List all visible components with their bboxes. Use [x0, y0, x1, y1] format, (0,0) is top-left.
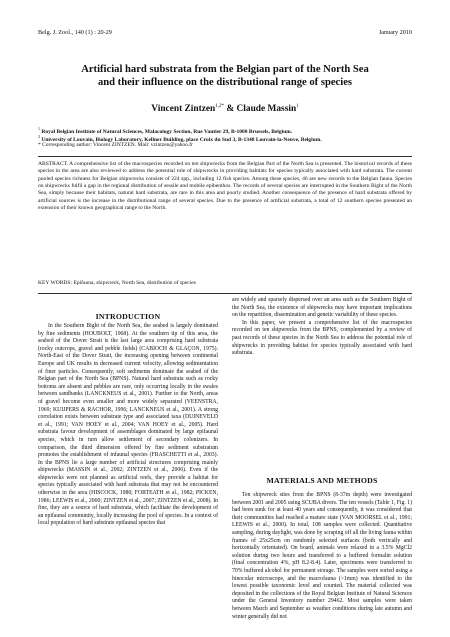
- title-line-1: Artificial hard substrata from the Belgian part of the North Sea: [81, 64, 369, 75]
- methods-column: [232, 492, 412, 621]
- left-column: [38, 323, 218, 528]
- author-1: Vincent Zintzen: [151, 104, 216, 115]
- affiliation-2-text: University of Louvain, Biology Laboratory, Kellner Building, place Croix du Sud 3, B-1348 Louvain-la-Neuve, Belgium.: [41, 136, 322, 143]
- journal-citation: Belg. J. Zool., 140 (1) : 20-29: [38, 29, 112, 36]
- keywords: KEY WORDS: Epifauna, shipwreck, North Sea, distribution of species: [38, 280, 196, 286]
- intro-paragraph-2: In this paper, we present a comprehensive list of the macrospecies recorded on ten shipwrecks from the BPNS, complemented by a review of past records of these species in the North Sea to address the potential role of shipwrecks in providing habitat for species typically associated with hard substrata.: [232, 319, 412, 357]
- affiliation-1-text: Royal Belgian Institute of Natural Sciences, Malacology Section, Rue Vautier 29, B-1000 Brussels, Belgium.: [41, 128, 293, 135]
- abstract: ABSTRACT. A comprehensive list of the macrospecies recorded on ten shipwrecks from the Belgian Part of the North Sea is presented. The historical records of these species in the area are also reviewed to address the potential role of shipwrecks in providing habitats for species typically associated with hard substrata. The current pooled species richness for Belgian shipwrecks consists of 224 spp., including 12 fish species. Among these species, 46 are new records to the Belgian fauna. Species on shipwrecks fulfil a gap in the regional distribution of sessile and mobile epibenthos. The records of several species are interrupted in the Southern Bight of the North Sea, simply because their habitats, natural hard substrata, are rare in this area and poorly studied. Another consequence of the presence of hard substrata offered by artificial sources is the increase in the distributional range of several species. Due to the presence of artificial substrata, a total of 12 southern species presented an extension of their known geographical range to the North.: [38, 161, 412, 212]
- affiliation-1-mark: 1: [38, 126, 40, 131]
- title-line-2: and their influence on the distributional range of species: [97, 77, 353, 88]
- methods-paragraph-1: Ten shipwreck sites from the BPNS (8-37m depth) were investigated between 2001 and 2005 using SCUBA divers. The ten vessels (Table 1, Fig. 1) had been sunk for at least 40 years and consequently, it was considered that their communities had reached a mature state (VAN MOORSEL et al., 1991; LEEWIS et al., 2000). In total, 108 samples were collected. Quantitative sampling, during daylight, was done by scraping off all the living fauna within frames of 25x25cm on randomly selected surfaces (both vertically and horizontally orientated). On board, animals were relaxed in a 3.5% MgCl2 solution during two hours and transferred to a buffered formalin solution (final concentration 4%, pH 8.2-8.4). Later, specimens were transferred to 70% buffered alcohol for permanent storage. The samples were sorted using a binocular microscope, and the macrofauna (>1mm) was identified to the lowest possible taxonomic level and counted. The material collected was deposited in the collections of the Royal Belgian Institute of Natural Sciences under the General Inventory number 29462. Most samples were taken between March and September as weather conditions during late autumn and winter generally did not: [232, 492, 412, 620]
- issue-date: January 2010: [378, 29, 412, 36]
- affiliation-2-mark: 2: [38, 134, 40, 139]
- divider-bottom: [38, 293, 412, 294]
- intro-paragraph-continued: are widely and sparsely dispersed over an area such as the Southern Bight of the North Sea, the existence of shipwrecks may have important implications on the repartition, dissemination and genetic variability of these species.: [232, 297, 412, 319]
- intro-paragraph-1: In the Southern Bight of the North Sea, the seabed is largely dominated by fine sediments (HOUBOLT, 1968). At the southern tip of this area, the seabed of the Dover Strait is the last large area comprising hard substrata (rocky outcrops, gravel and pebble fields) (CABIOCH & GLAÇON, 1975). North-East of the Dover Strait, the increasing opening between continental Europe and UK results in decreased current velocity, allowing sedimentation of finer particles. Consequently, soft sediments dominate the seabed of the Belgian part of the North Sea (BPNS). Natural hard substrata such as rocky bottoms are absent and pebbles are rare, only occurring locally in the swales between sandbanks (LANCKNEUS et al., 2001). Further to the North, areas of gravel become even smaller and more widely separated (VEENSTRA, 1969; KUIJPERS & RACHOR, 1996; LANCKNEUS et al., 2001). A strong correlation exists between substrate type and associated taxa (DUINEVELD et al., 1991; VAN HOEY et al., 2004; VAN HOEY et al., 2005). Hard substrata favour development of assemblages dominated by large epifaunal species, which in turn allow settlement of secondary colonizers. In comparison, the third dimension offered by fine sediment substratum promotes the establishment of infaunal species (FRASCHETTI et al., 2003). In the BPNS lie a large number of artificial structures comprising mainly shipwrecks (MASSIN et al., 2002; ZINTZEN et al., 2006). Even if the shipwrecks were not planned as artificial reefs, they provide a habitat for species typically associated with hard substrata that may not be encountered otherwise in the area (HISCOCK, 1980; FORTEATH et al., 1982; PICKEN, 1986; LEEWIS et al., 2000; ZINTZEN et al., 2007; ZINTZEN et al., 2008). In fine, they are a source of hard substrata, which facilitate the development of an epifaunal community, locally increasing the pool of species. In a context of local population of hard substrate epifaunal species that: [38, 323, 218, 527]
- right-column: [232, 297, 412, 358]
- paper-title: [30, 63, 420, 89]
- corresponding-author: * Corresponding author: Vincent ZINTZEN. Mail: vzintzen@yahoo.fr: [38, 142, 193, 148]
- author-1-affiliation-mark: 1,2*: [215, 104, 225, 109]
- divider-top: [38, 156, 412, 157]
- author-2: & Claude Massin: [224, 104, 297, 115]
- author-list: [30, 104, 420, 114]
- introduction-heading: INTRODUCTION: [95, 312, 161, 321]
- author-2-affiliation-mark: 1: [296, 104, 299, 109]
- methods-heading: MATERIALS AND METHODS: [266, 476, 378, 485]
